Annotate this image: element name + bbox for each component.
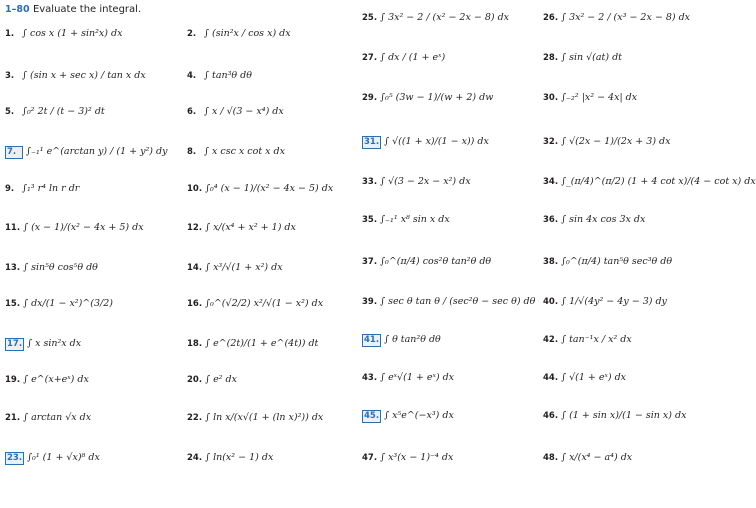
- problem-4: [187, 70, 252, 81]
- problem-number: 7.: [5, 146, 23, 159]
- problem-number: 23.: [7, 453, 23, 463]
- problem-number: 44.: [543, 373, 559, 383]
- problem-38: [543, 256, 672, 267]
- problem-expression: ∫ √((1 + x)/(1 − x)) dx: [384, 136, 489, 147]
- problem-14: [187, 262, 283, 273]
- problem-expression: ∫ θ tan²θ dθ: [384, 334, 441, 345]
- problem-number: 24.: [187, 453, 203, 463]
- problem-number: 15.: [5, 299, 21, 309]
- problem-expression: ∫ cos x (1 + sin²x) dx: [22, 28, 123, 39]
- problem-number: 36.: [543, 215, 559, 225]
- problem-number: 40.: [543, 297, 559, 307]
- problem-26: [543, 12, 690, 23]
- problem-number: 13.: [5, 263, 21, 273]
- problem-33: [362, 176, 471, 187]
- problem-expression: ∫ √(3 − 2x − x²) dx: [380, 176, 471, 187]
- problem-9: [5, 183, 79, 194]
- problem-expression: ∫ eˣ√(1 + eˣ) dx: [380, 372, 455, 383]
- problem-number: 37.: [362, 257, 378, 267]
- problem-expression: ∫ 1/√(4y² − 4y − 3) dy: [561, 296, 667, 307]
- problem-expression: ∫ √(1 + eˣ) dx: [561, 372, 627, 383]
- problem-expression: ∫ e^(2t)/(1 + e^(4t)) dt: [205, 338, 319, 349]
- problem-expression: ∫₀¹ (1 + √x)⁸ dx: [27, 452, 100, 463]
- problem-expression: ∫ dx/(1 − x²)^(3/2): [23, 298, 113, 309]
- problem-expression: ∫₀² 2t / (t − 3)² dt: [22, 106, 105, 117]
- problem-30: [543, 92, 637, 103]
- problem-expression: ∫ arctan √x dx: [23, 412, 92, 423]
- problem-number: 46.: [543, 411, 559, 421]
- problem-expression: ∫ (sin²x / cos x) dx: [204, 28, 291, 39]
- problem-expression: ∫ sin 4x cos 3x dx: [561, 214, 646, 225]
- problem-expression: ∫ sin⁵θ cos⁵θ dθ: [23, 262, 98, 273]
- exercise-range: 1–80: [5, 4, 30, 15]
- problem-number: 45.: [364, 411, 380, 421]
- problem-22: [187, 412, 323, 423]
- problem-36: [543, 214, 645, 225]
- problem-expression: ∫ e² dx: [205, 374, 237, 385]
- problem-42: [543, 334, 632, 345]
- problem-7: [5, 146, 167, 159]
- problem-number: 2.: [187, 29, 197, 39]
- problem-number: 42.: [543, 335, 559, 345]
- problem-expression: ∫ sin √(at) dt: [561, 52, 622, 63]
- problem-number: 22.: [187, 413, 203, 423]
- problem-number: 31.: [364, 137, 380, 147]
- problem-expression: ∫₀^(π/4) tan⁵θ sec³θ dθ: [561, 256, 673, 267]
- problem-number: 38.: [543, 257, 559, 267]
- problem-number: 9.: [5, 184, 15, 194]
- problem-25: [362, 12, 509, 23]
- problem-number: 39.: [362, 297, 378, 307]
- problem-number: 6.: [187, 107, 197, 117]
- problem-expression: ∫ (x − 1)/(x² − 4x + 5) dx: [23, 222, 144, 233]
- problem-expression: ∫₀⁴ (x − 1)/(x² − 4x − 5) dx: [205, 183, 334, 194]
- problem-expression: ∫ x³/√(1 + x²) dx: [205, 262, 283, 273]
- problem-expression: ∫ tan³θ dθ: [204, 70, 252, 81]
- problem-27: [362, 52, 445, 63]
- problem-expression: ∫ x / √(3 − x⁴) dx: [204, 106, 284, 117]
- problem-number: 18.: [187, 339, 203, 349]
- problem-15: [5, 298, 113, 309]
- problem-number: 20.: [187, 375, 203, 385]
- problem-18: [187, 338, 318, 349]
- problem-expression: ∫₋₁¹ e^(arctan y) / (1 + y²) dy: [26, 146, 168, 157]
- problem-expression: ∫ x³(x − 1)⁻⁴ dx: [380, 452, 454, 463]
- problem-46: [543, 410, 686, 421]
- problem-29: [362, 92, 493, 103]
- problem-expression: ∫ x sin²x dx: [27, 338, 82, 349]
- problem-number: 35.: [362, 215, 378, 225]
- problem-21: [5, 412, 91, 423]
- exercise-instruction: Evaluate the integral.: [32, 4, 142, 15]
- problem-number: 25.: [362, 13, 378, 23]
- problem-expression: ∫ 3x² − 2 / (x² − 2x − 8) dx: [380, 12, 510, 23]
- problem-3: [5, 70, 146, 81]
- problem-number: 19.: [5, 375, 21, 385]
- problem-number: 12.: [187, 223, 203, 233]
- problem-number: 28.: [543, 53, 559, 63]
- problem-expression: ∫ tan⁻¹x / x² dx: [561, 334, 632, 345]
- problem-24: [187, 452, 273, 463]
- problem-expression: ∫₁³ r⁴ ln r dr: [22, 183, 80, 194]
- problem-6: [187, 106, 284, 117]
- problem-number: 34.: [543, 177, 559, 187]
- problem-expression: ∫_(π/4)^(π/2) (1 + 4 cot x)/(4 − cot x) dx: [561, 176, 756, 187]
- exercise-header: [5, 3, 141, 15]
- problem-number: 29.: [362, 93, 378, 103]
- problem-31: [362, 136, 489, 149]
- problem-32: [543, 136, 671, 147]
- problem-23: [5, 452, 100, 465]
- problem-expression: ∫ ln x/(x√(1 + (ln x)²)) dx: [205, 412, 324, 423]
- problem-45: [362, 410, 454, 423]
- problem-1: [5, 28, 122, 39]
- problem-number: 11.: [5, 223, 21, 233]
- problem-expression: ∫ dx / (1 + eˣ): [380, 52, 446, 63]
- problem-expression: ∫ x csc x cot x dx: [204, 146, 285, 157]
- problem-number: 16.: [187, 299, 203, 309]
- problem-number: 5.: [5, 107, 15, 117]
- problem-expression: ∫₋₁¹ x⁸ sin x dx: [380, 214, 450, 225]
- problem-expression: ∫₀^(π/4) cos²θ tan²θ dθ: [380, 256, 492, 267]
- problem-5: [5, 106, 105, 117]
- problem-number: 27.: [362, 53, 378, 63]
- problem-number: 43.: [362, 373, 378, 383]
- problem-16: [187, 298, 323, 309]
- problem-12: [187, 222, 296, 233]
- problem-expression: ∫₀⁵ (3w − 1)/(w + 2) dw: [380, 92, 494, 103]
- problem-expression: ∫ √(2x − 1)/(2x + 3) dx: [561, 136, 671, 147]
- problem-number: 33.: [362, 177, 378, 187]
- problem-number: 48.: [543, 453, 559, 463]
- problem-expression: ∫ x/(x⁴ + x² + 1) dx: [205, 222, 296, 233]
- problem-48: [543, 452, 632, 463]
- problem-47: [362, 452, 453, 463]
- problem-8: [187, 146, 285, 157]
- problem-20: [187, 374, 237, 385]
- problem-number: 47.: [362, 453, 378, 463]
- problem-11: [5, 222, 144, 233]
- problem-expression: ∫ (sin x + sec x) / tan x dx: [22, 70, 146, 81]
- problem-expression: ∫ x/(x⁴ − a⁴) dx: [561, 452, 633, 463]
- problem-41: [362, 334, 441, 347]
- problem-expression: ∫₋₂² |x² − 4x| dx: [561, 92, 638, 103]
- problem-43: [362, 372, 454, 383]
- problem-number: 21.: [5, 413, 21, 423]
- problem-2: [187, 28, 291, 39]
- problem-37: [362, 256, 491, 267]
- problem-expression: ∫ x⁵e^(−x³) dx: [384, 410, 454, 421]
- problem-expression: ∫ (1 + sin x)/(1 − sin x) dx: [561, 410, 687, 421]
- problem-40: [543, 296, 667, 307]
- problem-number: 41.: [364, 335, 380, 345]
- problem-39: [362, 296, 535, 307]
- problem-expression: ∫₀^(√2/2) x²/√(1 − x²) dx: [205, 298, 324, 309]
- problem-number: 8.: [187, 147, 197, 157]
- problem-expression: ∫ ln(x² − 1) dx: [205, 452, 274, 463]
- problem-expression: ∫ e^(x+eˣ) dx: [23, 374, 89, 385]
- problem-13: [5, 262, 98, 273]
- problem-34: [543, 176, 756, 187]
- problem-10: [187, 183, 333, 194]
- problem-number: 3.: [5, 71, 15, 81]
- problem-number: 4.: [187, 71, 197, 81]
- problem-number: 10.: [187, 184, 203, 194]
- problem-28: [543, 52, 622, 63]
- problem-number: 1.: [5, 29, 15, 39]
- problem-35: [362, 214, 450, 225]
- problem-44: [543, 372, 626, 383]
- problem-number: 30.: [543, 93, 559, 103]
- problem-19: [5, 374, 89, 385]
- problem-number: 17.: [7, 339, 23, 349]
- problem-number: 26.: [543, 13, 559, 23]
- problem-17: [5, 338, 81, 351]
- problem-expression: ∫ 3x² − 2 / (x³ − 2x − 8) dx: [561, 12, 691, 23]
- problem-number: 32.: [543, 137, 559, 147]
- problem-number: 14.: [187, 263, 203, 273]
- problem-expression: ∫ sec θ tan θ / (sec²θ − sec θ) dθ: [380, 296, 536, 307]
